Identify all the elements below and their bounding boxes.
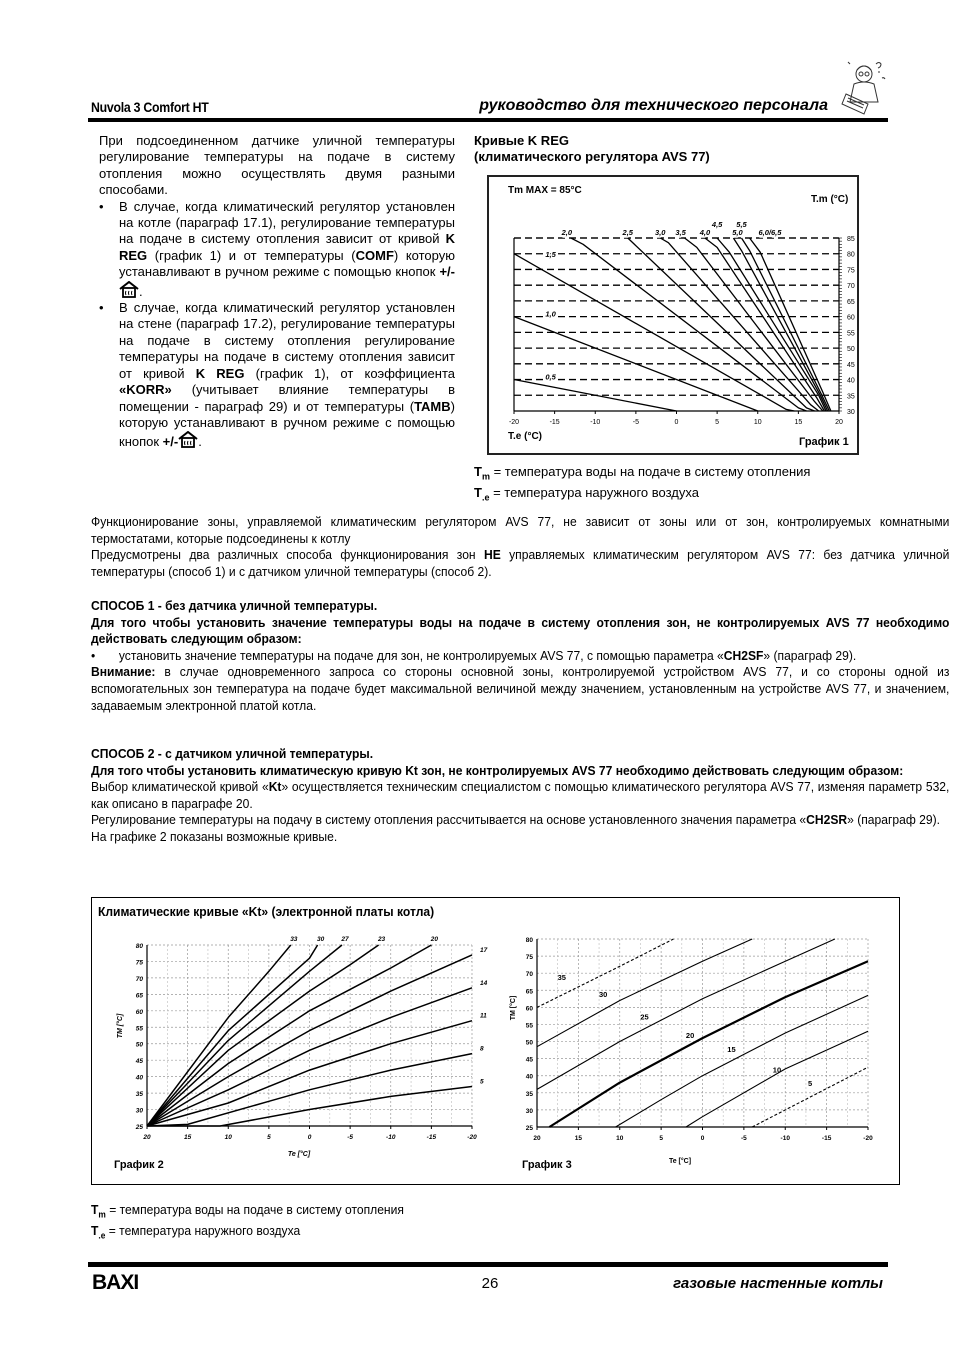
bullet-wall: • В случае, когда климатический регулятор установлен на стене (параграф 17.2), регулирование температуры на подаче в систему отопления регулирование температуры на подаче в систему отопления зависит от кривой K REG (график 1), от коэффициента «KORR» (учитывает влияние температуры в помещении - параграф 29) и от температуры (TAMB) которую устанавливают в ручном режиме с помощью кнопок +/- .: [99, 300, 456, 450]
series-line-15: [616, 995, 868, 1127]
te-symbol: T: [474, 485, 482, 500]
bullet-text: (график 1), от коэффициента: [244, 365, 456, 381]
manual-title: руководство для технического персонала: [479, 97, 828, 114]
x-tick-label: 20: [143, 1134, 151, 1141]
two-methods-text: [91, 547, 949, 580]
curve-label: 5,0: [732, 227, 743, 237]
x-tick-label: 5: [659, 1135, 663, 1142]
y-tick-label: 75: [135, 959, 143, 967]
page-number: 26: [481, 1275, 499, 1292]
curve-label: 23: [377, 936, 386, 943]
method1-name: без датчика уличной температуры.: [165, 598, 378, 613]
y-tick-label: 70: [135, 975, 143, 983]
y-tick-label: 50: [847, 346, 855, 354]
kt-curves-box: [91, 897, 900, 1185]
graph1-legend: [474, 464, 810, 506]
te-desc: = температура наружного воздуха: [105, 1223, 301, 1239]
tm-subscript: m: [98, 1209, 106, 1220]
y-tick-label: 55: [847, 330, 855, 338]
method1-label: СПОСОБ 1 -: [91, 598, 166, 613]
y-tick-label: 60: [847, 314, 855, 322]
footer-subtitle: газовые настенные котлы: [673, 1275, 883, 1292]
y-tick-label: 85: [847, 236, 855, 243]
te-subscript: .e: [98, 1230, 106, 1241]
series-line-17: [147, 955, 472, 1126]
y-tick-label: 45: [135, 1058, 143, 1066]
graph1-heading: [474, 133, 710, 166]
y-tick-label: 65: [847, 298, 855, 306]
curve-label: 0,5: [545, 372, 556, 382]
x-tick-label: 15: [184, 1134, 192, 1141]
series-line-5_5: [742, 238, 830, 411]
kreg-term: K REG: [195, 365, 245, 381]
series-line-10: [686, 1031, 868, 1127]
graph2-xlabel: Te [°C]: [287, 1151, 311, 1158]
text: установить значение температуры на подаче для зон, не контролируемых AVS 77, с помощью параметра «: [118, 647, 724, 663]
y-tick-label: 40: [135, 1074, 143, 1082]
y-tick-label: 40: [525, 1073, 533, 1081]
comf-term: COMF: [355, 247, 394, 263]
bullet-symbol: •: [99, 300, 104, 316]
text: » (параграф 29).: [763, 647, 857, 663]
x-tick-label: -10: [386, 1134, 396, 1141]
x-tick-label: -10: [590, 419, 601, 426]
tamb-term: TAMB: [414, 398, 451, 414]
series-line-4_0: [705, 238, 825, 411]
curve-label: 14: [480, 979, 488, 987]
y-tick-label: 40: [847, 377, 855, 385]
te-subscript: .e: [481, 492, 490, 503]
te-desc: = температура наружного воздуха: [489, 485, 699, 500]
heating-house-icon: [178, 431, 198, 448]
curve-label: 1,5: [545, 249, 556, 259]
curve-label: 25: [640, 1012, 649, 1022]
ch2sf-param: CH2SF: [723, 647, 764, 663]
y-tick-label: 35: [525, 1090, 533, 1098]
method2-p3: На графике 2 показаны возможные кривые.: [91, 828, 338, 844]
kt-term: Kt: [268, 779, 282, 795]
legend-tm: [474, 464, 810, 485]
tm-symbol: T: [474, 464, 482, 479]
y-tick-label: 45: [525, 1056, 533, 1064]
not-term: НЕ: [483, 547, 501, 563]
kreg-term: K REG: [119, 231, 455, 263]
curve-label: 5: [480, 1078, 484, 1086]
x-tick-label: 10: [224, 1134, 232, 1141]
tm-desc: = температура воды на подаче в систему отопления: [105, 1202, 404, 1217]
y-tick-label: 60: [525, 1005, 533, 1013]
curve-label: 6,0/6,5: [758, 227, 782, 237]
y-tick-label: 30: [135, 1107, 143, 1115]
series-line-33: [147, 945, 291, 1126]
graph3-ylabel: TM [°C]: [510, 995, 517, 1021]
y-tick-label: 70: [847, 283, 855, 291]
x-tick-label: -15: [549, 419, 560, 426]
x-tick-label: 15: [574, 1135, 582, 1142]
graph2-chart: [96, 928, 496, 1178]
curve-label: 27: [341, 936, 349, 943]
x-tick-label: -10: [780, 1135, 790, 1142]
method2-label: СПОСОБ 2 -: [91, 746, 166, 761]
method2-title: [91, 746, 949, 763]
curve-label: 15: [727, 1044, 736, 1054]
method1-note: [91, 664, 949, 714]
x-tick-label: 5: [267, 1134, 271, 1141]
curve-label: 20: [685, 1031, 695, 1041]
x-tick-label: -5: [632, 419, 639, 426]
x-tick-label: -20: [508, 419, 520, 426]
curve-label: 33: [290, 936, 298, 943]
series-line-4_5: [717, 238, 826, 411]
baxi-logo: BAXI: [92, 1271, 139, 1294]
method2-p1: [91, 779, 949, 812]
curve-label: 30: [317, 936, 325, 943]
y-tick-label: 65: [135, 992, 143, 1000]
y-tick-label: 65: [525, 988, 533, 996]
graph1-ylabel: T.m (°C): [811, 194, 849, 205]
y-tick-label: 25: [525, 1125, 533, 1132]
curve-label: 2,5: [622, 227, 633, 237]
heating-house-icon: [119, 281, 139, 298]
x-tick-label: -5: [740, 1135, 747, 1142]
legend-tm: [91, 1202, 404, 1223]
legend-te: [91, 1223, 404, 1244]
x-tick-label: -15: [821, 1135, 832, 1142]
y-tick-label: 80: [847, 251, 855, 259]
x-tick-label: 0: [700, 1135, 705, 1142]
bullet-text: В случае, когда климатический регулятор установлен на котле (параграф 17.1), регулирование температуры на подаче в систему отопления зависит от кривой: [119, 198, 455, 247]
curve-label: 35: [557, 973, 566, 983]
text: Выбор климатической кривой «: [91, 779, 269, 795]
x-tick-label: -20: [467, 1134, 477, 1141]
y-tick-label: 30: [847, 409, 855, 416]
graph1-heading-line2: (климатического регулятора AVS 77): [474, 149, 710, 165]
series-line-20: [549, 961, 868, 1127]
method1-section: [91, 598, 949, 714]
x-tick-label: 20: [835, 419, 843, 426]
curve-label: 5: [807, 1078, 813, 1088]
y-tick-label: 75: [525, 954, 533, 962]
zones-paragraph: [91, 514, 949, 580]
curve-label: 3,5: [675, 227, 686, 237]
zones-text: Функционирование зоны, управляемой климатическим регулятором AVS 77, не зависит от зоны или от зон, контролируемых комнатными термостатами, которые подсоединены к котлу: [91, 514, 950, 546]
text: » осуществляется техническим специалистом с помощью климатического регулятора AVS 77, изменяя параметр 532, как описано в параграфе 20.: [91, 779, 950, 811]
method2-lead: Для того чтобы установить климатическую кривую Kt зон, не контролируемых AVS 77 необходимо действовать следующим образом:: [91, 762, 904, 778]
method2-p2: [91, 812, 949, 829]
y-tick-label: 35: [847, 393, 855, 401]
method1-title: [91, 598, 949, 615]
bullet-symbol: •: [91, 647, 96, 663]
method1-bullet: [91, 648, 949, 665]
y-tick-label: 55: [135, 1025, 143, 1033]
graph1-xlabel: T.e (°C): [508, 431, 542, 442]
curve-label: 5,5: [736, 219, 747, 229]
graph2-ylabel: TM [°C]: [117, 1013, 124, 1039]
bullet-text: ) которую устанавливают в ручном режиме с помощью кнопок: [119, 247, 455, 280]
bullet-text: (учитывает влияние температуры в помещении - параграф 29) и от температуры (: [119, 382, 455, 414]
text: управляемых климатическим регулятором AVS 77: без датчика уличной температуры (способ 1) и с датчиком уличной температуры (способ 2).: [91, 547, 950, 579]
x-tick-label: 5: [715, 419, 720, 426]
plus-minus-key: +/-: [162, 434, 179, 450]
series-line-5: [752, 1067, 868, 1127]
bullet-text: В случае, когда климатический регулятор установлен на стене (параграф 17.2), регулирование температуры на подаче в систему отопления регулирование температуры на подаче в систему отопления зависит от кривой: [119, 300, 455, 381]
bullet-text: ) которую устанавливают в ручном режиме с помощью кнопок: [119, 398, 455, 450]
y-tick-label: 75: [847, 267, 855, 275]
y-tick-label: 35: [135, 1091, 143, 1099]
graph3-caption: График 3: [522, 1159, 572, 1171]
plus-minus-key: +/-: [439, 264, 455, 280]
intro-section: [99, 133, 455, 451]
graph1-chart: [489, 177, 857, 453]
tm-symbol: T: [91, 1202, 99, 1217]
curve-label: 11: [480, 1012, 487, 1020]
product-name: Nuvola 3 Comfort HT: [91, 99, 209, 115]
x-tick-label: 20: [533, 1135, 541, 1142]
curve-label: 1,0: [545, 309, 556, 319]
y-tick-label: 30: [525, 1107, 533, 1115]
warning-label: Внимание:: [91, 664, 156, 680]
tm-subscript: m: [481, 471, 490, 482]
y-tick-label: 60: [135, 1008, 143, 1016]
kt-curves-title: Климатические кривые «Kt» (электронной платы котла): [98, 904, 435, 919]
method2-name: с датчиком уличной температуры.: [165, 746, 374, 761]
y-tick-label: 80: [525, 937, 533, 944]
x-tick-label: 10: [753, 419, 762, 426]
x-tick-label: -15: [426, 1134, 437, 1141]
method2-section: [91, 746, 949, 846]
x-tick-label: 10: [616, 1135, 624, 1142]
graph3-chart: [504, 928, 899, 1178]
x-tick-label: -20: [863, 1135, 873, 1142]
curve-label: 2,0: [561, 227, 573, 237]
y-tick-label: 70: [525, 971, 533, 979]
graph1-heading-line1: Кривые K REG: [474, 133, 569, 148]
curve-label: 8: [480, 1045, 484, 1053]
ch2sr-param: CH2SR: [806, 812, 848, 828]
text: Регулирование температуры на подачу в систему отопления рассчитывается на основе установленного значения параметра «: [91, 812, 807, 828]
bullet-symbol: •: [99, 198, 104, 214]
text: » (параграф 29).: [847, 812, 940, 828]
curve-label: 10: [772, 1065, 782, 1075]
series-line-5_0: [733, 238, 827, 411]
curve-label: 20: [430, 936, 438, 943]
bullet-text: (график 1) и от температуры (: [147, 247, 356, 263]
x-tick-label: 15: [794, 419, 803, 426]
graph1-caption: График 1: [799, 436, 849, 448]
x-tick-label: 0: [674, 419, 679, 426]
y-tick-label: 50: [135, 1041, 143, 1049]
text: Предусмотрены два различных способа функционирования зон: [91, 547, 484, 563]
curve-label: 17: [480, 946, 488, 954]
series-line-3_5: [685, 238, 823, 411]
curve-label: 4,0: [699, 227, 711, 237]
series-line-6_0_6_5: [750, 238, 831, 411]
warning-text: в случае одновременного запроса со стороны основной зоны, контролируемой устройством AVS 77, и со стороны одной из вспомогательных зон температура на подаче будет максимальной величиной между значением, установленным на устройстве AVS 77, и значением, задаваемым электронной платой котла.: [91, 664, 950, 713]
y-tick-label: 25: [135, 1124, 143, 1131]
intro-paragraph: При подсоединенном датчике уличной температуры регулирование температуры на подаче в систему отопления можно осуществлять двумя разными способами.: [99, 133, 455, 198]
header-rule: [88, 118, 888, 122]
curve-label: 4,5: [711, 219, 723, 229]
y-tick-label: 50: [525, 1039, 533, 1047]
graph3-xlabel: Te [°C]: [668, 1158, 692, 1165]
curve-label: 3,0: [655, 227, 666, 237]
graph1-frame: [487, 175, 859, 455]
graph1-title: Tm MAX = 85°C: [508, 185, 582, 196]
graph2-legend: [91, 1202, 404, 1244]
bullet-boiler: • В случае, когда климатический регулятор установлен на котле (параграф 17.1), регулирование температуры на подаче в систему отопления зависит от кривой K REG (график 1) и от температуры (COMF) которую устанавливают в ручном режиме с помощью кнопок +/-.: [99, 198, 455, 299]
method1-lead: Для того чтобы установить значение температуры воды на подаче в систему отопления зон, не контролируемых AVS 77 необходимо действовать следующим образом:: [91, 614, 950, 647]
series-line-2_0: [571, 238, 807, 411]
y-tick-label: 80: [135, 943, 143, 950]
graph2-caption: График 2: [114, 1159, 164, 1171]
y-tick-label: 55: [525, 1022, 533, 1030]
x-tick-label: -5: [347, 1134, 354, 1141]
technician-reading-icon: [838, 58, 890, 116]
footer-rule: [88, 1262, 888, 1267]
series-line-3_0: [660, 238, 818, 411]
tm-desc: = температура воды на подаче в систему отопления: [489, 464, 811, 479]
x-tick-label: 0: [307, 1134, 312, 1141]
series-line-8: [147, 1054, 472, 1126]
korr-term: «KORR»: [119, 382, 172, 398]
y-tick-label: 45: [847, 361, 855, 369]
te-symbol: T: [91, 1223, 99, 1239]
legend-te: [474, 485, 810, 506]
curve-label: 30: [599, 990, 608, 1000]
